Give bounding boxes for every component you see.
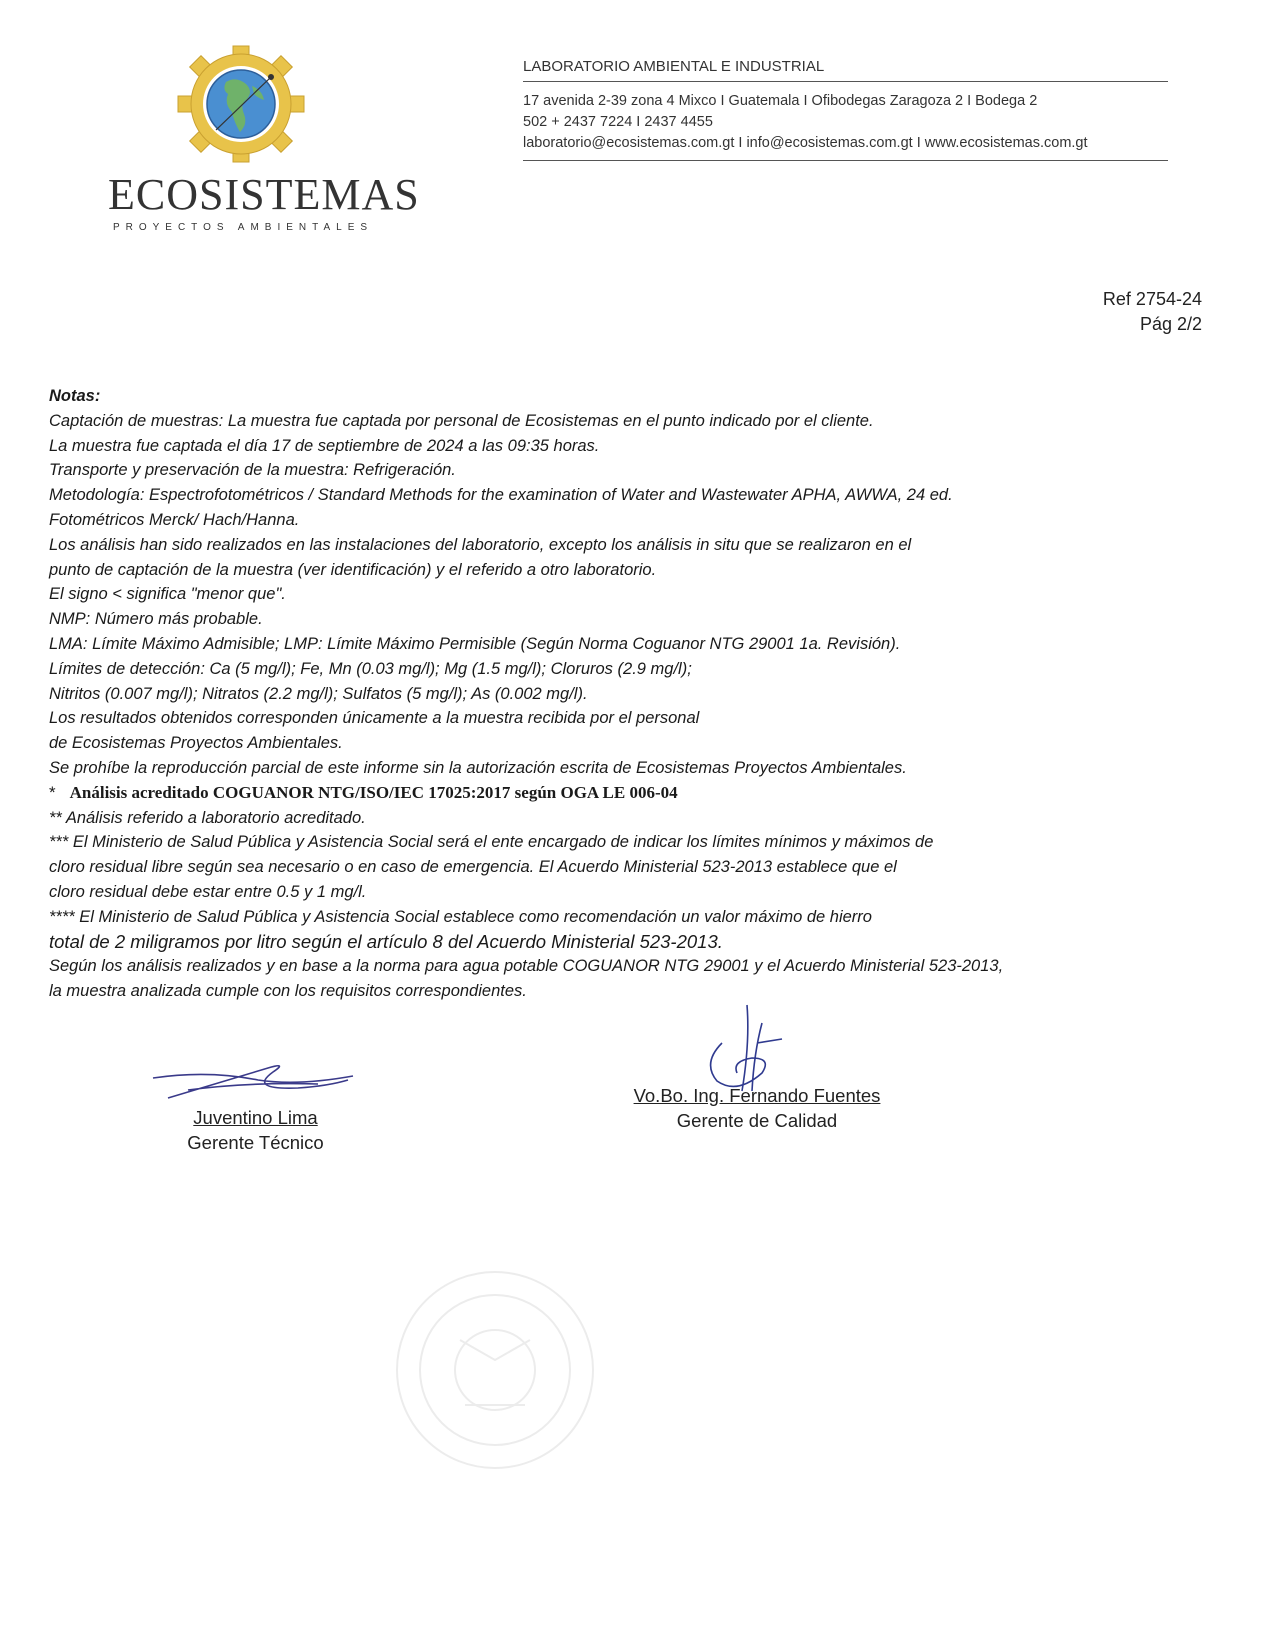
chlorine-note-line: cloro residual debe estar entre 0.5 y 1 mg/l. [49,882,367,901]
note-line: Los resultados obtenidos corresponden únicamente a la muestra recibida por el personal [49,709,700,728]
lab-title: LABORATORIO AMBIENTAL E INDUSTRIAL [523,58,1168,82]
note-line: Transporte y preservación de la muestra: Refrigeración. [49,461,456,480]
logo-subtitle: PROYECTOS AMBIENTALES [112,222,374,233]
iron-note-line: total de 2 miligramos por litro según el artículo 8 del Acuerdo Ministerial 523-2013. [49,930,723,952]
lab-contact: laboratorio@ecosistemas.com.gt I info@ecosistemas.com.gt I www.ecosistemas.com.gt [523,133,1168,161]
lab-address: 17 avenida 2-39 zona 4 Mixco I Guatemala I Ofibodegas Zaragoza 2 I Bodega 2 [523,93,1038,109]
signer-name: Vo.Bo. Ing. Fernando Fuentes [633,1085,881,1106]
note-line: El signo < significa "menor que". [49,585,286,604]
note-line: Nitritos (0.007 mg/l); Nitratos (2.2 mg/l); Sulfatos (5 mg/l); As (0.002 mg/l). [49,684,588,703]
signer-role: Gerente de Calidad [676,1110,838,1131]
lab-header [523,58,1168,161]
iron-note-line: **** El Ministerio de Salud Pública y Asistencia Social establece como recomendación un valor máximo de hierro [49,907,872,926]
note-line: NMP: Número más probable. [49,610,263,629]
note-line: punto de captación de la muestra (ver identificación) y el referido a otro laboratorio. [49,560,657,579]
conclusion-line: la muestra analizada cumple con los requisitos correspondientes. [49,982,527,1001]
signer-role: Gerente Técnico [187,1132,324,1153]
note-line: Se prohíbe la reproducción parcial de este informe sin la autorización escrita de Ecosistemas Proyectos Ambientales. [49,758,907,777]
accreditation-star: * [49,782,56,802]
accreditation-line [49,781,1169,806]
chlorine-note-line: cloro residual libre según sea necesario o en caso de emergencia. El Acuerdo Ministerial 523-2013 establece que el [49,858,897,877]
note-line: Límites de detección: Ca (5 mg/l); Fe, Mn (0.03 mg/l); Mg (1.5 mg/l); Cloruros (2.9 mg/l); [49,659,692,678]
handwritten-signature [692,1003,792,1098]
note-line: Metodología: Espectrofotométricos / Standard Methods for the examination of Water and Wastewater APHA, AWWA, 24 ed. [49,486,953,505]
signature-block-quality [612,1083,902,1133]
conclusion-line: Según los análisis realizados y en base a la norma para agua potable COGUANOR NTG 29001 y el Acuerdo Ministerial 523-2013, [49,957,1004,976]
embossed-seal [390,1265,600,1475]
accreditation-text: Análisis acreditado COGUANOR NTG/ISO/IEC 17025:2017 según OGA LE 006-04 [69,782,678,802]
note-line: Captación de muestras: La muestra fue captada por personal de Ecosistemas en el punto indicado por el cliente. [49,411,874,430]
signer-name: Juventino Lima [193,1107,318,1128]
company-logo [108,42,420,242]
logo-wordmark: ECOSISTEMAS [108,170,420,219]
note-line: Los análisis han sido realizados en las instalaciones del laboratorio, excepto los análisis in situ que se realizaron en el [49,535,912,554]
signature-block-technical [148,1105,363,1155]
lab-phones: 502 + 2437 7224 I 2437 4455 [523,114,713,130]
reference-block [1103,287,1202,337]
notes-title: Notas: [49,387,101,405]
notes-section [49,384,1169,1004]
note-line: LMA: Límite Máximo Admisible; LMP: Límite Máximo Permisible (Según Norma Coguanor NTG 29001 1a. Revisión). [49,634,901,653]
chlorine-note-line: *** El Ministerio de Salud Pública y Asistencia Social será el ente encargado de indicar los límites mínimos y máximos de [49,833,934,852]
gear-globe-emblem [166,42,316,172]
note-line: Fotométricos Merck/ Hach/Hanna. [49,510,300,529]
reference-number: Ref 2754-24 [1102,289,1202,309]
page-number: Pág 2/2 [1139,314,1202,334]
referred-note: ** Análisis referido a laboratorio acreditado. [49,808,366,827]
note-line: de Ecosistemas Proyectos Ambientales. [49,734,343,753]
handwritten-signature [148,1060,368,1110]
note-line: La muestra fue captada el día 17 de septiembre de 2024 a las 09:35 horas. [49,436,600,455]
